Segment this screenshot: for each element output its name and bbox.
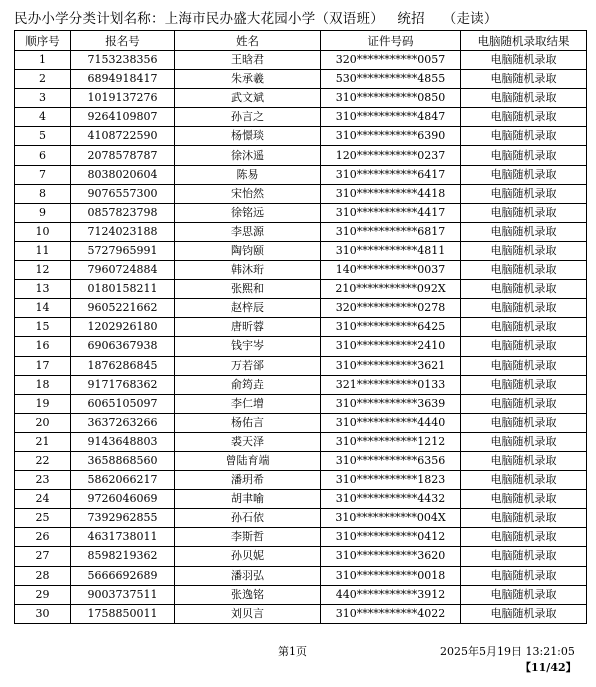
table-row xyxy=(15,585,587,604)
table-row xyxy=(15,89,587,108)
table-row xyxy=(15,203,587,222)
id-number-cell: 310***********6417 xyxy=(321,165,461,184)
id-number-cell: 310***********4440 xyxy=(321,413,461,432)
result-cell: 电脑随机录取 xyxy=(461,375,587,394)
id-number-cell: 310***********0412 xyxy=(321,528,461,547)
seq-cell: 25 xyxy=(15,509,71,528)
student-name-cell: 裘天泽 xyxy=(175,432,321,451)
id-number-cell: 310***********0850 xyxy=(321,89,461,108)
student-name-cell: 李斯哲 xyxy=(175,528,321,547)
reg-number-cell: 7960724884 xyxy=(71,261,175,280)
seq-cell: 8 xyxy=(15,184,71,203)
reg-number-cell: 7153238356 xyxy=(71,51,175,70)
reg-number-cell: 5666692689 xyxy=(71,566,175,585)
result-cell: 电脑随机录取 xyxy=(461,337,587,356)
seq-cell: 11 xyxy=(15,241,71,260)
seq-cell: 16 xyxy=(15,337,71,356)
student-name-cell: 潘玥希 xyxy=(175,471,321,490)
reg-number-cell: 1202926180 xyxy=(71,318,175,337)
table-row xyxy=(15,471,587,490)
seq-cell: 9 xyxy=(15,203,71,222)
reg-number-cell: 6065105097 xyxy=(71,394,175,413)
seq-cell: 23 xyxy=(15,471,71,490)
document-title xyxy=(14,7,584,27)
reg-number-cell: 1758850011 xyxy=(71,604,175,623)
seq-cell: 12 xyxy=(15,261,71,280)
id-number-cell: 310***********4847 xyxy=(321,108,461,127)
student-name-cell: 俞筠垚 xyxy=(175,375,321,394)
result-cell: 电脑随机录取 xyxy=(461,471,587,490)
student-name-cell: 陶钧颐 xyxy=(175,241,321,260)
id-number-cell: 530***********4855 xyxy=(321,70,461,89)
student-name-cell: 潘羽弘 xyxy=(175,566,321,585)
reg-number-cell: 4108722590 xyxy=(71,127,175,146)
table-row xyxy=(15,432,587,451)
id-number-cell: 440***********3912 xyxy=(321,585,461,604)
seq-cell: 22 xyxy=(15,451,71,470)
id-number-cell: 310***********4418 xyxy=(321,184,461,203)
reg-number-cell: 8598219362 xyxy=(71,547,175,566)
seq-cell: 4 xyxy=(15,108,71,127)
result-cell: 电脑随机录取 xyxy=(461,299,587,318)
table-row xyxy=(15,51,587,70)
table-row xyxy=(15,261,587,280)
seq-cell: 10 xyxy=(15,222,71,241)
table-row xyxy=(15,280,587,299)
seq-cell: 17 xyxy=(15,356,71,375)
table-row xyxy=(15,108,587,127)
table-row xyxy=(15,146,587,165)
table-row xyxy=(15,375,587,394)
student-name-cell: 曾陆育端 xyxy=(175,451,321,470)
student-name-cell: 孙言之 xyxy=(175,108,321,127)
result-cell: 电脑随机录取 xyxy=(461,509,587,528)
reg-number-cell: 4631738011 xyxy=(71,528,175,547)
reg-number-cell: 0857823798 xyxy=(71,203,175,222)
student-name-cell: 杨憬琰 xyxy=(175,127,321,146)
reg-number-cell: 1019137276 xyxy=(71,89,175,108)
reg-number-cell: 9605221662 xyxy=(71,299,175,318)
column-header-result: 电脑随机录取结果 xyxy=(461,31,587,51)
student-name-cell: 孙石依 xyxy=(175,509,321,528)
id-number-cell: 320***********0057 xyxy=(321,51,461,70)
result-cell: 电脑随机录取 xyxy=(461,528,587,547)
seq-cell: 13 xyxy=(15,280,71,299)
id-number-cell: 320***********0278 xyxy=(321,299,461,318)
id-number-cell: 310***********1823 xyxy=(321,471,461,490)
table-row xyxy=(15,413,587,432)
reg-number-cell: 9003737511 xyxy=(71,585,175,604)
student-name-cell: 张熙和 xyxy=(175,280,321,299)
result-cell: 电脑随机录取 xyxy=(461,89,587,108)
student-name-cell: 赵梓辰 xyxy=(175,299,321,318)
result-cell: 电脑随机录取 xyxy=(461,413,587,432)
seq-cell: 30 xyxy=(15,604,71,623)
result-cell: 电脑随机录取 xyxy=(461,165,587,184)
result-cell: 电脑随机录取 xyxy=(461,585,587,604)
student-name-cell: 刘贝言 xyxy=(175,604,321,623)
result-cell: 电脑随机录取 xyxy=(461,127,587,146)
result-cell: 电脑随机录取 xyxy=(461,241,587,260)
reg-number-cell: 7124023188 xyxy=(71,222,175,241)
reg-number-cell: 9171768362 xyxy=(71,375,175,394)
reg-number-cell: 7392962855 xyxy=(71,509,175,528)
student-name-cell: 孙贝妮 xyxy=(175,547,321,566)
table-row xyxy=(15,318,587,337)
boarding-type: （走读） xyxy=(442,11,498,27)
table-row xyxy=(15,547,587,566)
table-row xyxy=(15,394,587,413)
result-cell: 电脑随机录取 xyxy=(461,604,587,623)
result-cell: 电脑随机录取 xyxy=(461,566,587,585)
student-name-cell: 万若郤 xyxy=(175,356,321,375)
seq-cell: 27 xyxy=(15,547,71,566)
seq-cell: 15 xyxy=(15,318,71,337)
id-number-cell: 310***********4022 xyxy=(321,604,461,623)
result-cell: 电脑随机录取 xyxy=(461,432,587,451)
seq-cell: 7 xyxy=(15,165,71,184)
table-row xyxy=(15,165,587,184)
table-row xyxy=(15,70,587,89)
id-number-cell: 210***********092X xyxy=(321,280,461,299)
student-name-cell: 朱承羲 xyxy=(175,70,321,89)
id-number-cell: 310***********6425 xyxy=(321,318,461,337)
table-row xyxy=(15,490,587,509)
id-number-cell: 120***********0237 xyxy=(321,146,461,165)
seq-cell: 19 xyxy=(15,394,71,413)
student-name-cell: 徐铭远 xyxy=(175,203,321,222)
plan-name: 民办小学分类计划名称：上海市民办盛大花园小学（双语班） xyxy=(14,11,384,27)
table-row xyxy=(15,509,587,528)
reg-number-cell: 3658868560 xyxy=(71,451,175,470)
reg-number-cell: 6906367938 xyxy=(71,337,175,356)
student-name-cell: 徐沐遥 xyxy=(175,146,321,165)
student-name-cell: 杨佑言 xyxy=(175,413,321,432)
column-header-seq: 顺序号 xyxy=(15,31,71,51)
result-cell: 电脑随机录取 xyxy=(461,547,587,566)
table-header-row xyxy=(15,31,587,51)
id-number-cell: 310***********4811 xyxy=(321,241,461,260)
id-number-cell: 310***********3639 xyxy=(321,394,461,413)
result-cell: 电脑随机录取 xyxy=(461,318,587,337)
id-number-cell: 310***********3620 xyxy=(321,547,461,566)
id-number-cell: 310***********6356 xyxy=(321,451,461,470)
seq-cell: 2 xyxy=(15,70,71,89)
result-cell: 电脑随机录取 xyxy=(461,108,587,127)
reg-number-cell: 6894918417 xyxy=(71,70,175,89)
result-cell: 电脑随机录取 xyxy=(461,184,587,203)
result-cell: 电脑随机录取 xyxy=(461,51,587,70)
table-row xyxy=(15,127,587,146)
table-row xyxy=(15,528,587,547)
student-name-cell: 陈易 xyxy=(175,165,321,184)
result-cell: 电脑随机录取 xyxy=(461,70,587,89)
id-number-cell: 310***********3621 xyxy=(321,356,461,375)
reg-number-cell: 9264109807 xyxy=(71,108,175,127)
id-number-cell: 310***********0018 xyxy=(321,566,461,585)
id-number-cell: 310***********2410 xyxy=(321,337,461,356)
seq-cell: 14 xyxy=(15,299,71,318)
table-row xyxy=(15,184,587,203)
column-header-id: 证件号码 xyxy=(321,31,461,51)
page-index: 【11/42】 xyxy=(520,661,577,674)
id-number-cell: 310***********6817 xyxy=(321,222,461,241)
table-row xyxy=(15,604,587,623)
seq-cell: 18 xyxy=(15,375,71,394)
student-name-cell: 张逸铭 xyxy=(175,585,321,604)
reg-number-cell: 0180158211 xyxy=(71,280,175,299)
seq-cell: 1 xyxy=(15,51,71,70)
id-number-cell: 310***********4432 xyxy=(321,490,461,509)
reg-number-cell: 1876286845 xyxy=(71,356,175,375)
result-cell: 电脑随机录取 xyxy=(461,146,587,165)
reg-number-cell: 5727965991 xyxy=(71,241,175,260)
result-cell: 电脑随机录取 xyxy=(461,261,587,280)
column-header-name: 姓名 xyxy=(175,31,321,51)
admission-table xyxy=(14,30,587,624)
seq-cell: 3 xyxy=(15,89,71,108)
reg-number-cell: 2078578787 xyxy=(71,146,175,165)
table-row xyxy=(15,566,587,585)
result-cell: 电脑随机录取 xyxy=(461,356,587,375)
result-cell: 电脑随机录取 xyxy=(461,222,587,241)
admission-type: 统招 xyxy=(397,11,425,27)
id-number-cell: 310***********6390 xyxy=(321,127,461,146)
table-row xyxy=(15,299,587,318)
table-row xyxy=(15,337,587,356)
table-row xyxy=(15,451,587,470)
student-name-cell: 李思源 xyxy=(175,222,321,241)
reg-number-cell: 9726046069 xyxy=(71,490,175,509)
seq-cell: 5 xyxy=(15,127,71,146)
reg-number-cell: 5862066217 xyxy=(71,471,175,490)
student-name-cell: 唐昕蓉 xyxy=(175,318,321,337)
table-row xyxy=(15,222,587,241)
seq-cell: 26 xyxy=(15,528,71,547)
student-name-cell: 王晗君 xyxy=(175,51,321,70)
result-cell: 电脑随机录取 xyxy=(461,451,587,470)
seq-cell: 20 xyxy=(15,413,71,432)
result-cell: 电脑随机录取 xyxy=(461,203,587,222)
seq-cell: 21 xyxy=(15,432,71,451)
page-number: 第1页 xyxy=(278,645,307,658)
student-name-cell: 李仁增 xyxy=(175,394,321,413)
seq-cell: 28 xyxy=(15,566,71,585)
result-cell: 电脑随机录取 xyxy=(461,394,587,413)
table-row xyxy=(15,241,587,260)
student-name-cell: 韩沐珩 xyxy=(175,261,321,280)
id-number-cell: 140***********0037 xyxy=(321,261,461,280)
print-timestamp: 2025年5月19日 13:21:05 xyxy=(440,645,575,658)
column-header-reg: 报名号 xyxy=(71,31,175,51)
result-cell: 电脑随机录取 xyxy=(461,490,587,509)
reg-number-cell: 8038020604 xyxy=(71,165,175,184)
student-name-cell: 胡聿喻 xyxy=(175,490,321,509)
table-row xyxy=(15,356,587,375)
id-number-cell: 310***********1212 xyxy=(321,432,461,451)
id-number-cell: 310***********4417 xyxy=(321,203,461,222)
reg-number-cell: 9076557300 xyxy=(71,184,175,203)
student-name-cell: 钱宇岑 xyxy=(175,337,321,356)
seq-cell: 24 xyxy=(15,490,71,509)
student-name-cell: 武文斌 xyxy=(175,89,321,108)
seq-cell: 29 xyxy=(15,585,71,604)
reg-number-cell: 3637263266 xyxy=(71,413,175,432)
result-cell: 电脑随机录取 xyxy=(461,280,587,299)
id-number-cell: 321***********0133 xyxy=(321,375,461,394)
id-number-cell: 310***********004X xyxy=(321,509,461,528)
seq-cell: 6 xyxy=(15,146,71,165)
student-name-cell: 宋怡然 xyxy=(175,184,321,203)
reg-number-cell: 9143648803 xyxy=(71,432,175,451)
